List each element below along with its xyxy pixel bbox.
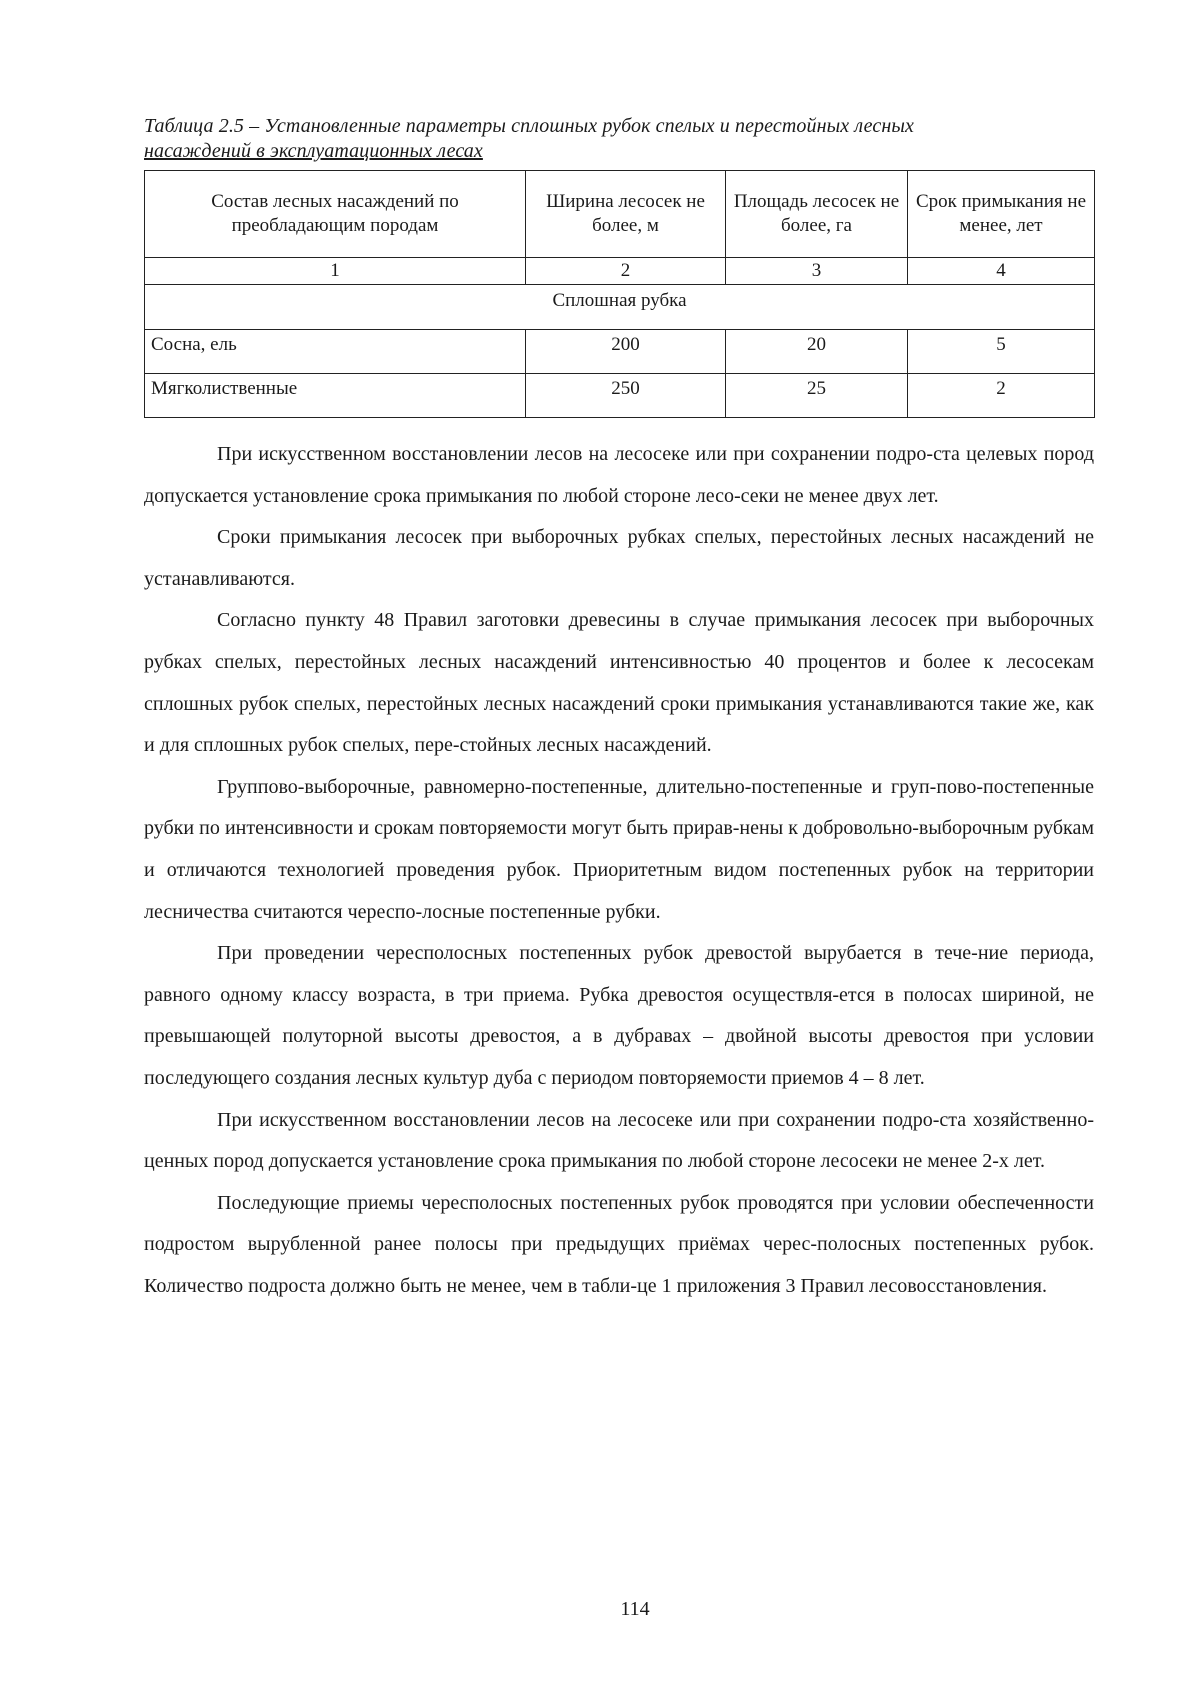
column-number: 1 <box>145 258 526 285</box>
table-column-numbers-row <box>145 258 1095 285</box>
page-number: 114 <box>620 1598 650 1620</box>
table-cell: 2 <box>908 374 1095 418</box>
table-row <box>145 330 1095 374</box>
table-row <box>145 374 1095 418</box>
table-section-row <box>145 285 1095 330</box>
paragraph: Группово-выборочные, равномерно-постепенные, длительно-постепенные и груп-пово-постепенные рубки по интенсивности и срокам повторяемости могут быть прирав-нены к добровольно-выборочным рубкам и отличаются технологией проведения рубок. Приоритетным видом постепенных рубок на территории лесничества считаются череспо-лосные постепенные рубки. <box>144 775 1094 923</box>
table-section-title: Сплошная рубка <box>145 285 1095 330</box>
table-cell: Сосна, ель <box>145 330 526 374</box>
paragraph: При искусственном восстановлении лесов на лесосеке или при сохранении подро-ста хозяйственно-ценных пород допускается установление срока примыкания по любой стороне лесосеки не менее 2-х лет. <box>144 1108 1094 1173</box>
paragraph: Сроки примыкания лесосек при выборочных рубках спелых, перестойных лесных насаждений не устанавливаются. <box>144 526 1094 590</box>
paragraph: При искусственном восстановлении лесов на лесосеке или при сохранении подро-ста целевых пород допускается установление срока примыкания по любой стороне лесо-секи не менее двух лет. <box>144 443 1094 507</box>
body-text <box>144 434 1094 1307</box>
table-cell: 20 <box>726 330 908 374</box>
table-cell: 5 <box>908 330 1095 374</box>
paragraph: Согласно пункту 48 Правил заготовки древесины в случае примыкания лесосек при выборочных рубках спелых, перестойных лесных насаждений интенсивностью 40 процентов и более к лесосекам сплошных рубок спелых, перестойных лесных насаждений сроки примыкания устанавливаются такие же, как и для сплошных рубок спелых, пере-стойных лесных насаждений. <box>144 609 1094 757</box>
table-header-cell: Ширина лесосек не более, м <box>526 171 726 258</box>
table-caption-line-2: насаждений в эксплуатационных лесах <box>144 140 483 162</box>
paragraph: При проведении чересполосных постепенных рубок древостой вырубается в тече-ние периода, равного одному классу возраста, в три приема. Рубка древостоя осуществля-ется в полосах шириной, не превышающей полуторной высоты древостоя, а в дубравах – двойной высоты древостоя при условии последующего создания лесных культур дуба с периодом повторяемости приемов 4 – 8 лет. <box>144 942 1094 1089</box>
column-number: 2 <box>526 258 726 285</box>
table-header-cell: Состав лесных насаждений по преобладающим породам <box>145 171 526 258</box>
table-cell: 250 <box>526 374 726 418</box>
table-cell: 25 <box>726 374 908 418</box>
table-cell: 200 <box>526 330 726 374</box>
parameters-table <box>144 170 1095 418</box>
table-cell: Мягколиственные <box>145 374 526 418</box>
table-caption-line-1: Таблица 2.5 – Установленные параметры сплошных рубок спелых и перестойных лесных <box>144 115 914 137</box>
table-header-cell: Срок примыкания не менее, лет <box>908 171 1095 258</box>
column-number: 4 <box>908 258 1095 285</box>
table-caption <box>144 114 1094 164</box>
table-header-cell: Площадь лесосек не более, га <box>726 171 908 258</box>
paragraph: Последующие приемы чересполосных постепенных рубок проводятся при условии обеспеченности подростом вырубленной ранее полосы при предыдущих приёмах черес-полосных постепенных рубок. Количество подроста должно быть не менее, чем в табли-це 1 приложения 3 Правил лесовосстановления. <box>144 1191 1094 1297</box>
column-number: 3 <box>726 258 908 285</box>
table-header-row <box>145 171 1095 258</box>
